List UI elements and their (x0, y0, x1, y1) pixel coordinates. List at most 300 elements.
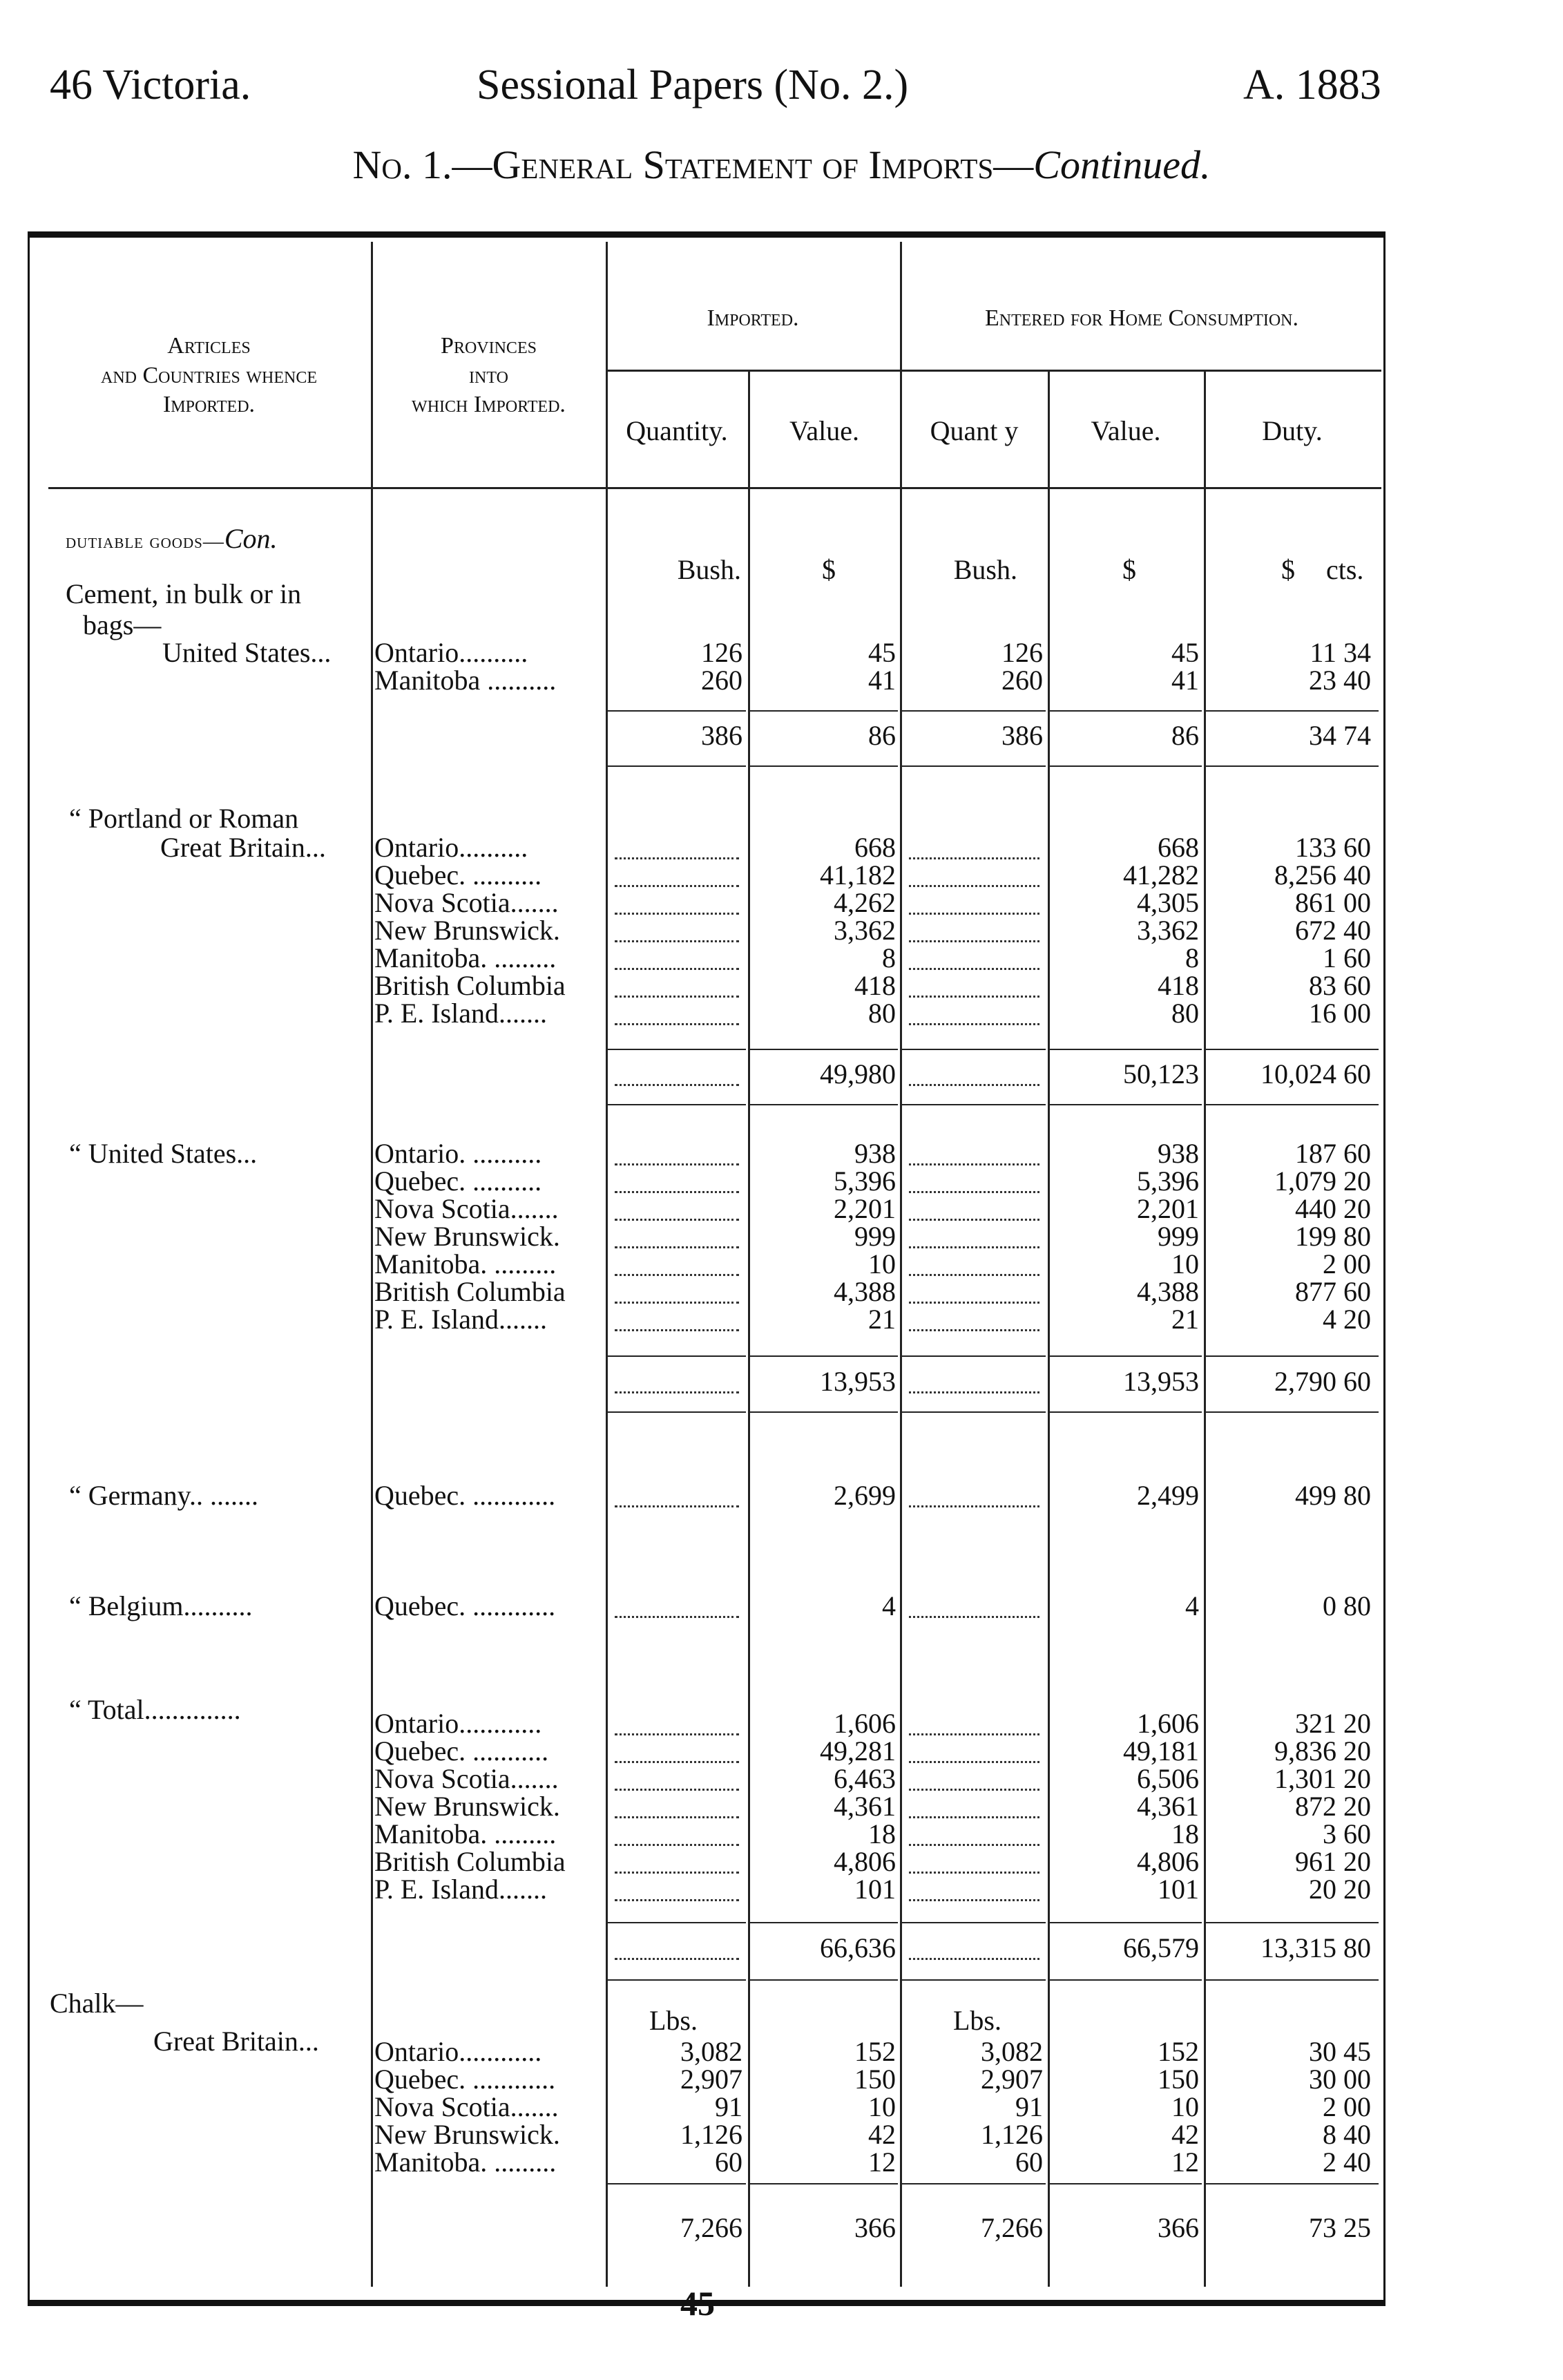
duty-amount: 872 20 (1295, 1791, 1371, 1822)
section-label (66, 525, 278, 553)
end-rule-qty2 (902, 1104, 1046, 1105)
imported-value: 45 (868, 637, 896, 668)
imported-value: 49,281 (820, 1735, 896, 1767)
entered-value: 2,201 (1137, 1193, 1199, 1224)
imported-quantity-leader (615, 1816, 739, 1846)
imported-quantity-leader (615, 1844, 739, 1874)
entered-value: 418 (1158, 970, 1199, 1001)
duty-amount: 861 00 (1295, 887, 1371, 918)
duty-amount: 199 80 (1295, 1221, 1371, 1252)
imported-value: 150 (854, 2064, 896, 2095)
province-name: Nova Scotia....... (374, 1763, 559, 1794)
total-entered-value: 86 (1171, 720, 1199, 751)
total-rule-val (750, 1355, 898, 1357)
imported-value: 42 (868, 2119, 896, 2150)
duty-amount: 1,301 20 (1274, 1763, 1371, 1794)
title-main: No. 1.—General Statement of Imports— (352, 142, 1034, 187)
unit-cents-duty: cts. (1326, 554, 1364, 585)
entered-value: 42 (1171, 2119, 1199, 2150)
imported-value: 4,388 (834, 1276, 896, 1307)
entered-quantity: 60 (1015, 2146, 1043, 2178)
entered-value: 1,606 (1137, 1708, 1199, 1739)
province-name: Nova Scotia....... (374, 1193, 559, 1224)
portland-label: “ Portland or Roman (69, 803, 299, 834)
provinces-header-line3: which Imported. (412, 392, 566, 417)
end-rule-qty2 (902, 1411, 1046, 1413)
total-rule-duty (1206, 2183, 1379, 2184)
imported-value: 152 (854, 2036, 896, 2067)
total-rule-val2 (1050, 1922, 1202, 1923)
imported-value: 8 (882, 942, 896, 973)
entered-value: 10 (1171, 2091, 1199, 2122)
imported-quantity-leader (615, 913, 739, 942)
total-imported-value: 49,980 (820, 1058, 896, 1089)
imported-value: 21 (868, 1304, 896, 1335)
entered-quantity: 91 (1015, 2091, 1043, 2122)
total-imported-value: 366 (854, 2212, 896, 2243)
province-name: Manitoba. ......... (374, 1248, 557, 1279)
quantity2-header: Quant y (930, 415, 1019, 446)
total-rule-qty (608, 710, 746, 712)
total-duty: 73 25 (1309, 2212, 1371, 2243)
imported-quantity: 60 (715, 2146, 742, 2178)
imported-quantity: 91 (715, 2091, 742, 2122)
duty-amount: 133 60 (1295, 832, 1371, 863)
unit-dollar-duty: $ (1281, 554, 1295, 585)
quantity-header: Quantity. (626, 415, 728, 446)
province-name: Ontario............ (374, 1708, 542, 1739)
duty-amount: 672 40 (1295, 915, 1371, 946)
entered-value: 152 (1158, 2036, 1199, 2067)
entered-quantity-leader (909, 1302, 1039, 1331)
imported-quantity: 260 (701, 665, 742, 696)
entered-value: 101 (1158, 1874, 1199, 1905)
entered-value: 2,499 (1137, 1480, 1199, 1511)
total-entered-quantity-leader (909, 1930, 1039, 1960)
rule-under-header (48, 487, 1381, 489)
duty-amount: 499 80 (1295, 1480, 1371, 1511)
end-rule-val (750, 765, 898, 767)
entered-value: 4 (1185, 1590, 1199, 1621)
duty-amount: 8 40 (1323, 2119, 1371, 2150)
end-rule-duty (1206, 1104, 1379, 1105)
end-rule-duty (1206, 1411, 1379, 1413)
entered-quantity-leader (909, 996, 1039, 1025)
province-name: British Columbia (374, 1276, 566, 1307)
rule-after-quantity (748, 370, 750, 2287)
imported-quantity-leader (615, 1761, 739, 1791)
unit-bush-entered: Bush. (953, 554, 1017, 585)
us-label: “ United States... (69, 1138, 258, 1169)
entered-quantity-leader (909, 1588, 1039, 1618)
section-label-text: dutiable goods— (66, 530, 224, 553)
province-name: Manitoba. ......... (374, 942, 557, 973)
province-name: Ontario. .......... (374, 1138, 542, 1169)
imported-value: 101 (854, 1874, 896, 1905)
imported-value: 668 (854, 832, 896, 863)
imported-value: 12 (868, 2146, 896, 2178)
imported-value: 10 (868, 1248, 896, 1279)
entered-value: 12 (1171, 2146, 1199, 2178)
duty-amount: 20 20 (1309, 1874, 1371, 1905)
total-entered-value: 50,123 (1123, 1058, 1199, 1089)
total-rule-val2 (1050, 1049, 1202, 1050)
imported-quantity-leader (615, 857, 739, 887)
germany-label: “ Germany.. ....... (69, 1480, 258, 1511)
imported-quantity-leader (615, 1136, 739, 1165)
total-rule-qty2 (902, 1049, 1046, 1050)
imported-quantity: 2,907 (680, 2064, 742, 2095)
total-entered-value: 13,953 (1123, 1366, 1199, 1397)
total-rule-duty (1206, 1922, 1379, 1923)
province-name: P. E. Island....... (374, 998, 547, 1029)
entered-quantity: 1,126 (981, 2119, 1043, 2150)
total-duty: 2,790 60 (1274, 1366, 1371, 1397)
total-rule-val2 (1050, 1355, 1202, 1357)
province-name: Quebec. .......... (374, 1165, 542, 1197)
province-name: Ontario.......... (374, 832, 528, 863)
province-name: New Brunswick. (374, 1221, 560, 1252)
entered-value: 41,282 (1123, 859, 1199, 891)
province-name: Manitoba. ......... (374, 1818, 557, 1849)
end-rule-qty (608, 1979, 746, 1981)
total-rule-val (750, 1922, 898, 1923)
total-imported-value: 13,953 (820, 1366, 896, 1397)
total-rule-duty (1206, 1355, 1379, 1357)
cement-country: United States... (162, 637, 332, 668)
province-name: New Brunswick. (374, 2119, 560, 2150)
imported-quantity-leader (615, 968, 739, 998)
articles-header-line2: and Countries whence (101, 362, 317, 388)
imported-quantity: 1,126 (680, 2119, 742, 2150)
imported-quantity: 126 (701, 637, 742, 668)
end-rule-val2 (1050, 765, 1202, 767)
end-rule-val2 (1050, 1411, 1202, 1413)
unit-lbs-entered: Lbs. (953, 2005, 1001, 2036)
total-duty: 10,024 60 (1260, 1058, 1371, 1089)
entered-value: 6,506 (1137, 1763, 1199, 1794)
duty-amount: 440 20 (1295, 1193, 1371, 1224)
duty-amount: 2 00 (1323, 1248, 1371, 1279)
duty-amount: 4 20 (1323, 1304, 1371, 1335)
imported-value: 938 (854, 1138, 896, 1169)
province-name: Nova Scotia....... (374, 887, 559, 918)
portland-country: Great Britain... (160, 832, 326, 863)
entered-value: 4,806 (1137, 1846, 1199, 1877)
entered-quantity-leader (909, 1274, 1039, 1304)
entered-quantity-leader (909, 1136, 1039, 1165)
entered-value: 999 (1158, 1221, 1199, 1252)
duty-amount: 2 40 (1323, 2146, 1371, 2178)
chalk-label: Chalk— (50, 1988, 144, 2019)
duty-amount: 321 20 (1295, 1708, 1371, 1739)
duty-amount: 0 80 (1323, 1590, 1371, 1621)
imported-value: 10 (868, 2091, 896, 2122)
total-entered-value: 366 (1158, 2212, 1199, 2243)
entered-value: 80 (1171, 998, 1199, 1029)
unit-dollar-imported: $ (822, 554, 836, 585)
duty-amount: 23 40 (1309, 665, 1371, 696)
entered-value: 45 (1171, 637, 1199, 668)
province-name: Quebec. .......... (374, 859, 542, 891)
total-rule-qty2 (902, 710, 1046, 712)
province-name: P. E. Island....... (374, 1304, 547, 1335)
total-entered-quantity-leader (909, 1056, 1039, 1086)
imported-value: 3,362 (834, 915, 896, 946)
entered-quantity-leader (909, 1733, 1039, 1763)
duty-amount: 30 45 (1309, 2036, 1371, 2067)
cement-label-line1: Cement, in bulk or in (66, 578, 302, 609)
end-rule-val2 (1050, 1979, 1202, 1981)
total-rule-qty (608, 1922, 746, 1923)
end-rule-qty2 (902, 1979, 1046, 1981)
imported-value: 1,606 (834, 1708, 896, 1739)
imported-quantity-leader (615, 1302, 739, 1331)
entered-quantity-leader (909, 913, 1039, 942)
province-name: Ontario.......... (374, 637, 528, 668)
duty-amount: 83 60 (1309, 970, 1371, 1001)
unit-lbs-imported: Lbs. (649, 2005, 698, 2036)
imported-value: 41 (868, 665, 896, 696)
unit-bush-imported: Bush. (677, 554, 741, 585)
entered-quantity-leader (909, 1478, 1039, 1507)
duty-amount: 3 60 (1323, 1818, 1371, 1849)
entered-value: 10 (1171, 1248, 1199, 1279)
total-entered-quantity: 7,266 (981, 2212, 1043, 2243)
entered-value: 18 (1171, 1818, 1199, 1849)
duty-amount: 2 00 (1323, 2091, 1371, 2122)
entered-value: 4,388 (1137, 1276, 1199, 1307)
total-imported-quantity-leader (615, 1364, 739, 1393)
province-name: Quebec. ............ (374, 2064, 556, 2095)
total-imported-quantity-leader (615, 1930, 739, 1960)
imported-value: 80 (868, 998, 896, 1029)
imported-quantity-leader (615, 1789, 739, 1818)
imported-value: 2,699 (834, 1480, 896, 1511)
entered-quantity-leader (909, 1761, 1039, 1791)
total-rule-qty (608, 1049, 746, 1050)
rule-after-quantity2 (1048, 370, 1050, 2287)
imported-value: 418 (854, 970, 896, 1001)
total-imported-quantity: 386 (701, 720, 742, 751)
imported-quantity-leader (615, 1219, 739, 1248)
entered-value: 5,396 (1137, 1165, 1199, 1197)
entered-value: 4,305 (1137, 887, 1199, 918)
imported-header: Imported. (707, 305, 799, 331)
articles-header-line1: Articles (167, 333, 251, 359)
entered-quantity-leader (909, 1706, 1039, 1735)
page-title (0, 142, 1563, 188)
rule-under-group-heads (606, 370, 1381, 372)
entered-quantity-leader (909, 1816, 1039, 1846)
total-imported-quantity-leader (615, 1056, 739, 1086)
end-rule-duty (1206, 1979, 1379, 1981)
imported-value: 4,806 (834, 1846, 896, 1877)
imported-quantity-leader (615, 996, 739, 1025)
entered-quantity-leader (909, 968, 1039, 998)
total-rule-val2 (1050, 710, 1202, 712)
total-rule-val2 (1050, 2183, 1202, 2184)
chalk-country: Great Britain... (153, 2026, 319, 2057)
total-rule-qty (608, 1355, 746, 1357)
rule-after-value2 (1204, 370, 1206, 2287)
provinces-header-line2: into (469, 362, 508, 388)
total-rule-duty (1206, 710, 1379, 712)
imported-quantity: 3,082 (680, 2036, 742, 2067)
province-name: Manitoba .......... (374, 665, 557, 696)
total-rule-duty (1206, 1049, 1379, 1050)
imported-value: 4,361 (834, 1791, 896, 1822)
total-entered-quantity-leader (909, 1364, 1039, 1393)
end-rule-val (750, 1104, 898, 1105)
entered-quantity: 2,907 (981, 2064, 1043, 2095)
section-label-con: Con. (224, 523, 278, 554)
entered-value: 938 (1158, 1138, 1199, 1169)
end-rule-qty (608, 765, 746, 767)
end-rule-val (750, 1411, 898, 1413)
entered-quantity-leader (909, 1191, 1039, 1221)
province-name: Quebec. ........... (374, 1735, 549, 1767)
province-name: Quebec. ............ (374, 1590, 556, 1621)
entered-value: 21 (1171, 1304, 1199, 1335)
imported-quantity-leader (615, 1274, 739, 1304)
end-rule-qty2 (902, 765, 1046, 767)
entered-quantity-leader (909, 1219, 1039, 1248)
total-imported-value: 86 (868, 720, 896, 751)
entered-quantity-leader (909, 830, 1039, 859)
duty-amount: 961 20 (1295, 1846, 1371, 1877)
end-rule-val2 (1050, 1104, 1202, 1105)
imported-quantity-leader (615, 1706, 739, 1735)
duty-amount: 16 00 (1309, 998, 1371, 1029)
province-name: New Brunswick. (374, 915, 560, 946)
value-header: Value. (789, 415, 860, 446)
imported-quantity-leader (615, 830, 739, 859)
total-rule-val (750, 2183, 898, 2184)
province-name: Ontario............ (374, 2036, 542, 2067)
duty-header: Duty. (1262, 415, 1323, 446)
entered-quantity-leader (909, 885, 1039, 915)
running-head-session: 46 Victoria. (50, 61, 251, 108)
value2-header: Value. (1091, 415, 1161, 446)
entered-quantity-leader (909, 1872, 1039, 1901)
end-rule-val (750, 1979, 898, 1981)
imported-quantity-leader (615, 940, 739, 970)
imported-value: 4 (882, 1590, 896, 1621)
title-continued: Continued. (1033, 142, 1211, 187)
running-head-papers: Sessional Papers (No. 2.) (477, 61, 909, 108)
imported-value: 999 (854, 1221, 896, 1252)
articles-header-line3: Imported. (162, 392, 256, 417)
entered-quantity-leader (909, 1163, 1039, 1193)
articles-header (48, 332, 370, 420)
page-number: 45 (680, 2284, 715, 2323)
entered-value: 4,361 (1137, 1791, 1199, 1822)
entered-value: 150 (1158, 2064, 1199, 2095)
entered-header: Entered for Home Consumption. (984, 305, 1299, 331)
total-rule-qty2 (902, 1922, 1046, 1923)
duty-amount: 8,256 40 (1274, 859, 1371, 891)
entered-value: 3,362 (1137, 915, 1199, 946)
total-rule-val (750, 710, 898, 712)
imported-quantity-leader (615, 1588, 739, 1618)
entered-value: 668 (1158, 832, 1199, 863)
total-rule-qty2 (902, 1355, 1046, 1357)
end-rule-duty (1206, 765, 1379, 767)
end-rule-qty (608, 1104, 746, 1105)
imported-quantity-leader (615, 1246, 739, 1276)
total-duty: 13,315 80 (1260, 1932, 1371, 1963)
imported-quantity-leader (615, 1733, 739, 1763)
duty-amount: 30 00 (1309, 2064, 1371, 2095)
province-name: P. E. Island....... (374, 1874, 547, 1905)
imported-value: 4,262 (834, 887, 896, 918)
province-name: Manitoba. ......... (374, 2146, 557, 2178)
entered-quantity-leader (909, 1789, 1039, 1818)
cement-label-line2: bags— (83, 609, 162, 640)
duty-amount: 9,836 20 (1274, 1735, 1371, 1767)
duty-amount: 11 34 (1310, 637, 1371, 668)
entered-value: 41 (1171, 665, 1199, 696)
entered-value: 49,181 (1123, 1735, 1199, 1767)
unit-dollar-entered: $ (1122, 554, 1136, 585)
total-rule-qty (608, 2183, 746, 2184)
imported-quantity-leader (615, 1191, 739, 1221)
imported-quantity-leader (615, 885, 739, 915)
province-name: British Columbia (374, 970, 566, 1001)
province-name: Quebec. ............ (374, 1480, 556, 1511)
duty-amount: 1 60 (1323, 942, 1371, 973)
belgium-label: “ Belgium.......... (69, 1590, 253, 1621)
total-imported-quantity: 7,266 (680, 2212, 742, 2243)
duty-amount: 1,079 20 (1274, 1165, 1371, 1197)
imported-quantity-leader (615, 1872, 739, 1901)
entered-quantity-leader (909, 1246, 1039, 1276)
entered-quantity: 3,082 (981, 2036, 1043, 2067)
imported-value: 5,396 (834, 1165, 896, 1197)
total-imported-value: 66,636 (820, 1932, 896, 1963)
total-entered-value: 66,579 (1123, 1932, 1199, 1963)
imported-value: 18 (868, 1818, 896, 1849)
total-rule-val (750, 1049, 898, 1050)
total-rule-qty2 (902, 2183, 1046, 2184)
total-duty: 34 74 (1309, 720, 1371, 751)
provinces-header-line1: Provinces (441, 333, 537, 359)
province-name: British Columbia (374, 1846, 566, 1877)
total-label: “ Total.............. (69, 1694, 241, 1725)
imported-value: 6,463 (834, 1763, 896, 1794)
entered-quantity: 260 (1001, 665, 1043, 696)
end-rule-qty (608, 1411, 746, 1413)
entered-quantity-leader (909, 857, 1039, 887)
imported-quantity-leader (615, 1163, 739, 1193)
entered-quantity: 126 (1001, 637, 1043, 668)
running-head-year: A. 1883 (1243, 61, 1381, 108)
imported-value: 2,201 (834, 1193, 896, 1224)
imported-quantity-leader (615, 1478, 739, 1507)
province-name: New Brunswick. (374, 1791, 560, 1822)
entered-value: 8 (1185, 942, 1199, 973)
entered-quantity-leader (909, 940, 1039, 970)
imported-value: 41,182 (820, 859, 896, 891)
province-name: Nova Scotia....... (374, 2091, 559, 2122)
rule-after-articles (371, 242, 373, 2287)
total-entered-quantity: 386 (1001, 720, 1043, 751)
duty-amount: 877 60 (1295, 1276, 1371, 1307)
provinces-header (373, 332, 604, 420)
entered-quantity-leader (909, 1844, 1039, 1874)
duty-amount: 187 60 (1295, 1138, 1371, 1169)
